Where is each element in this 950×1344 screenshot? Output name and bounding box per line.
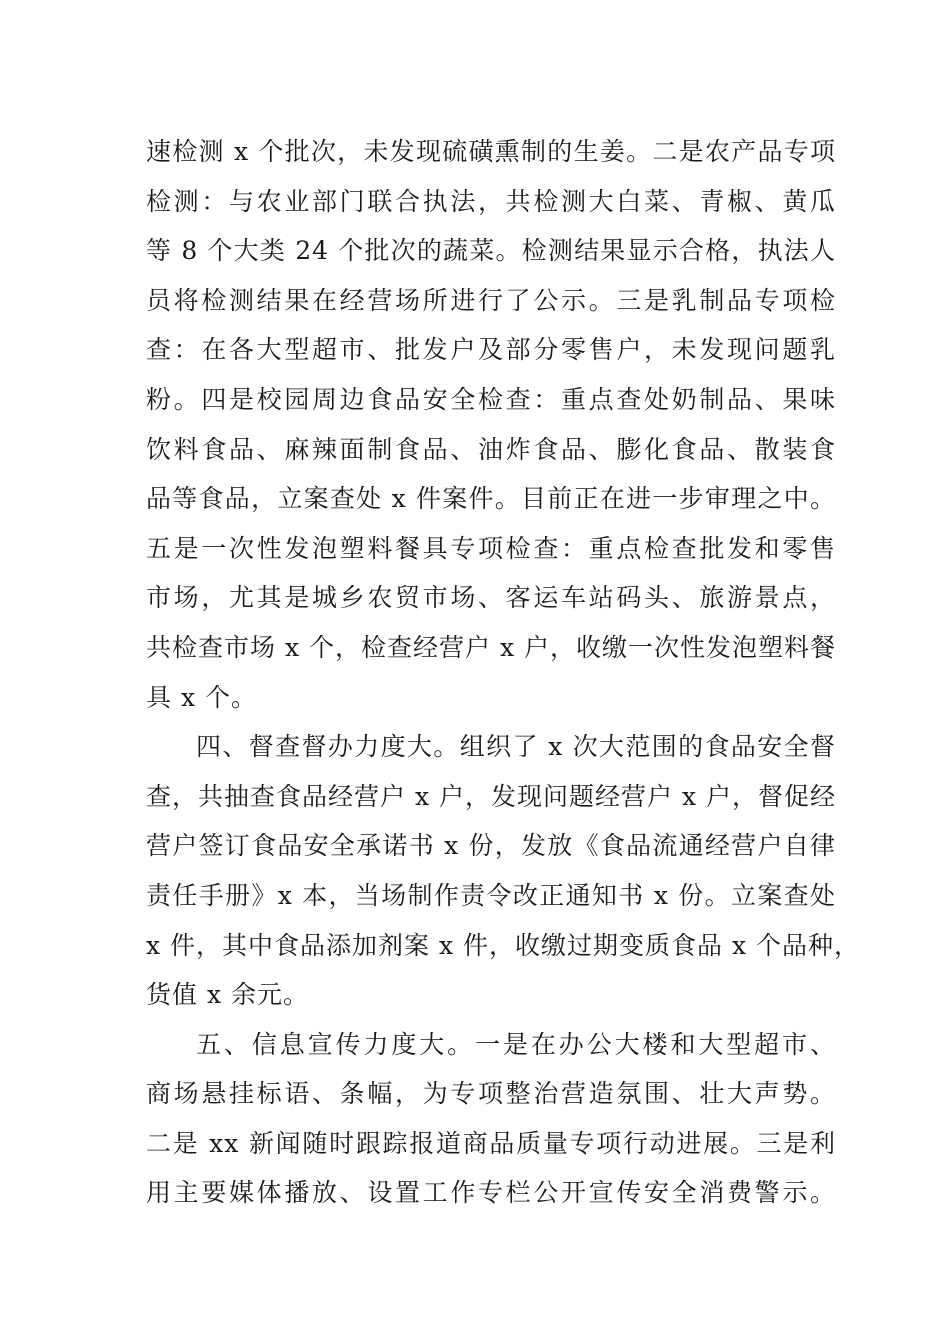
text-line: 员将检测结果在经营场所进行了公示。三是乳制品专项检 [146,285,836,315]
text-line: 品等食品，立案查处 x 件案件。目前正在进一步审理之中。 [146,484,836,514]
text-line: 检测：与农业部门联合执法，共检测大白菜、青椒、黄瓜 [146,186,836,216]
text-line: x 件，其中食品添加剂案 x 件，收缴过期变质食品 x 个品种， [146,930,861,960]
text-line: 粉。四是校园周边食品安全检查：重点查处奶制品、果味 [146,384,836,414]
text-line: 责任手册》x 本，当场制作责令改正通知书 x 份。立案查处 [146,880,836,910]
text-line: 商场悬挂标语、条幅，为专项整治营造氛围、壮大声势。 [146,1079,836,1109]
text-line: 二是 xx 新闻随时跟踪报道商品质量专项行动进展。三是利 [146,1128,836,1158]
text-line: 查，共抽查食品经营户 x 户，发现问题经营户 x 户，督促经 [146,781,836,811]
text-line: 营户签订食品安全承诺书 x 份，发放《食品流通经营户自律 [146,831,836,861]
text-line: 货值 x 余元。 [146,980,309,1010]
text-line: 五是一次性发泡塑料餐具专项检查：重点检查批发和零售 [146,533,836,563]
text-line: 查：在各大型超市、批发户及部分零售户，未发现问题乳 [146,335,836,365]
text-line: 共检查市场 x 个，检查经营户 x 户，收缴一次性发泡塑料餐 [146,632,836,662]
text-line: 等 8 个大类 24 个批次的蔬菜。检测结果显示合格，执法人 [146,236,836,266]
paragraph-first-line: 四、督查督办力度大。组织了 x 次大范围的食品安全督 [196,732,836,762]
document-body [146,127,861,1218]
text-line: 饮料食品、麻辣面制食品、油炸食品、膨化食品、散装食 [146,434,836,464]
text-line: 速检测 x 个批次，未发现硫磺熏制的生姜。二是农产品专项 [146,137,836,166]
text-line: 用主要媒体播放、设置工作专栏公开宣传安全消费警示。 [146,1178,836,1208]
text-line: 市场，尤其是城乡农贸市场、客运车站码头、旅游景点， [146,583,836,613]
paragraph-first-line: 五、信息宣传力度大。一是在办公大楼和大型超市、 [196,1029,836,1059]
text-line: 具 x 个。 [146,682,257,712]
